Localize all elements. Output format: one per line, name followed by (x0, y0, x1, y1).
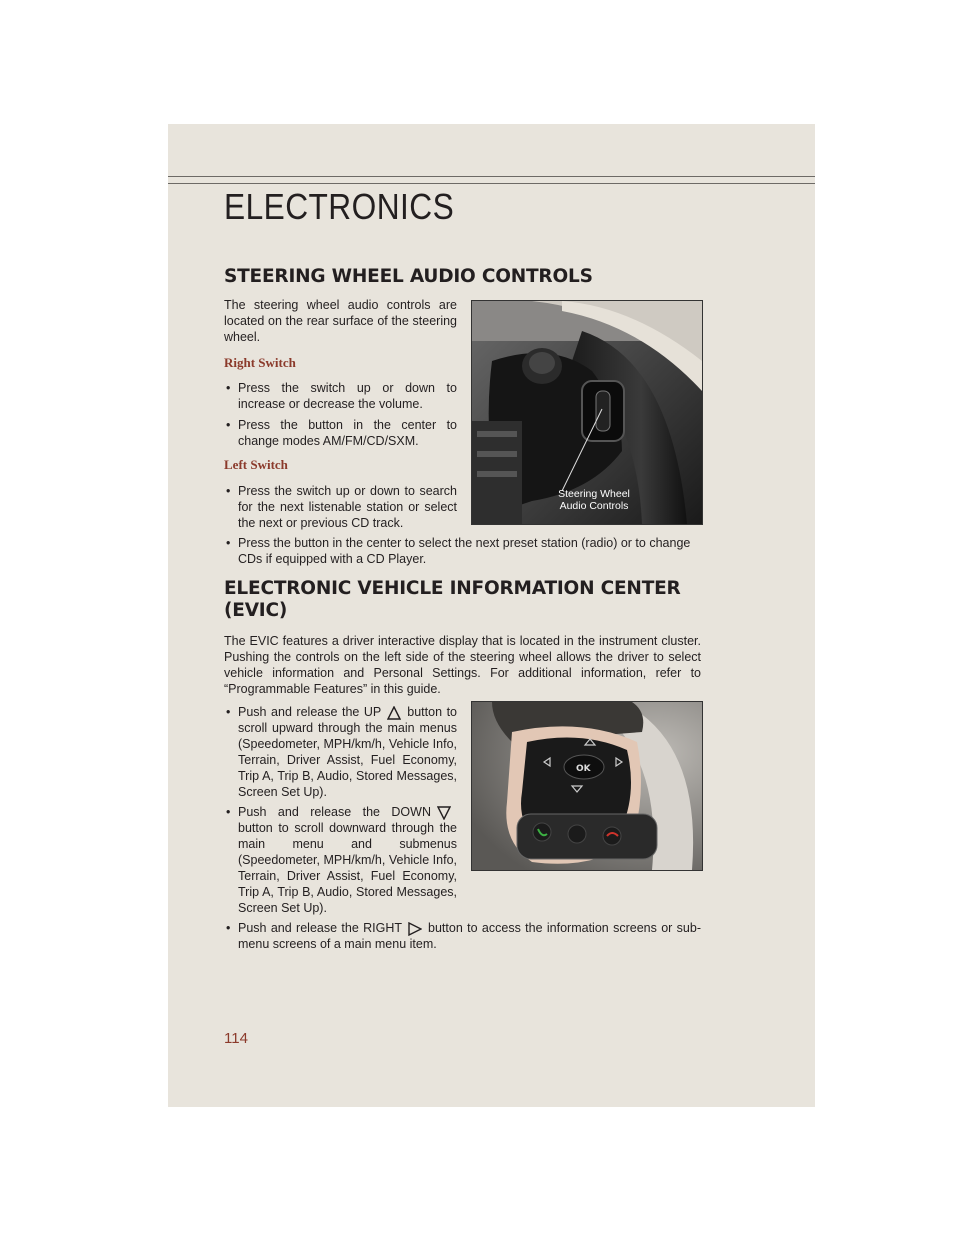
left-switch-heading: Left Switch (224, 457, 288, 472)
up-triangle-icon (387, 706, 401, 720)
evic-down-bullet: • Push and release the DOWNbutton to scroll downward through the main menu and submenus (Speedometer, MPH/km/h, Vehicle Info, Terrain, Driver Assist, Fuel Economy, Trip A, Trip B, Audio, Stored Messages, Screen Set Up). (226, 805, 457, 915)
left-switch-bullet-1: • Press the switch up or down to search for the next listenable station or select the next or previous CD track. (226, 484, 457, 530)
chapter-title: ELECTRONICS (224, 186, 455, 227)
top-rule-1 (168, 176, 815, 177)
evic-controls-photo (471, 701, 703, 871)
right-switch-bullet-2: • Press the button in the center to change modes AM/FM/CD/SXM. (226, 418, 457, 448)
steering-intro: The steering wheel audio controls are located on the rear surface of the steering wheel. (224, 298, 457, 344)
right-switch-bullet-1: • Press the switch up or down to increase or decrease the volume. (226, 381, 457, 411)
photo-caption: Steering Wheel Audio Controls (558, 488, 630, 512)
page-number: 114 (224, 1030, 248, 1047)
section-heading-evic: ELECTRONIC VEHICLE INFORMATION CENTER (EVIC) (224, 578, 681, 621)
steering-wheel-photo (471, 300, 703, 525)
left-switch-bullet-2: • Press the button in the center to select the next preset station (radio) or to change CDs if equipped with a CD Player. (226, 536, 691, 566)
manual-page (168, 124, 815, 1107)
evic-right-bullet: • Push and release the RIGHT button to access the information screens or sub-menu screens of a main menu item. (226, 921, 701, 951)
down-triangle-icon (437, 806, 451, 820)
evic-controls-illustration (472, 702, 702, 870)
ok-button-label: OK (576, 764, 591, 774)
evic-intro: The EVIC features a driver interactive display that is located in the instrument cluster. Pushing the controls on the left side of the steering wheel allows the driver to select vehicle information and Personal Settings. For additional information, refer to “Programmable Features” in this guide. (224, 634, 701, 696)
right-switch-heading: Right Switch (224, 355, 296, 370)
evic-up-bullet: • Push and release the UP button to scroll upward through the main menus (Speedometer, MPH/km/h, Vehicle Info, Terrain, Driver Assist, Fuel Economy, Trip A, Trip B, Audio, Stored Messages, Screen Set Up). (226, 705, 457, 799)
section-heading-steering-audio: STEERING WHEEL AUDIO CONTROLS (224, 266, 593, 287)
right-triangle-icon (408, 922, 422, 936)
top-rule-2 (168, 183, 815, 184)
